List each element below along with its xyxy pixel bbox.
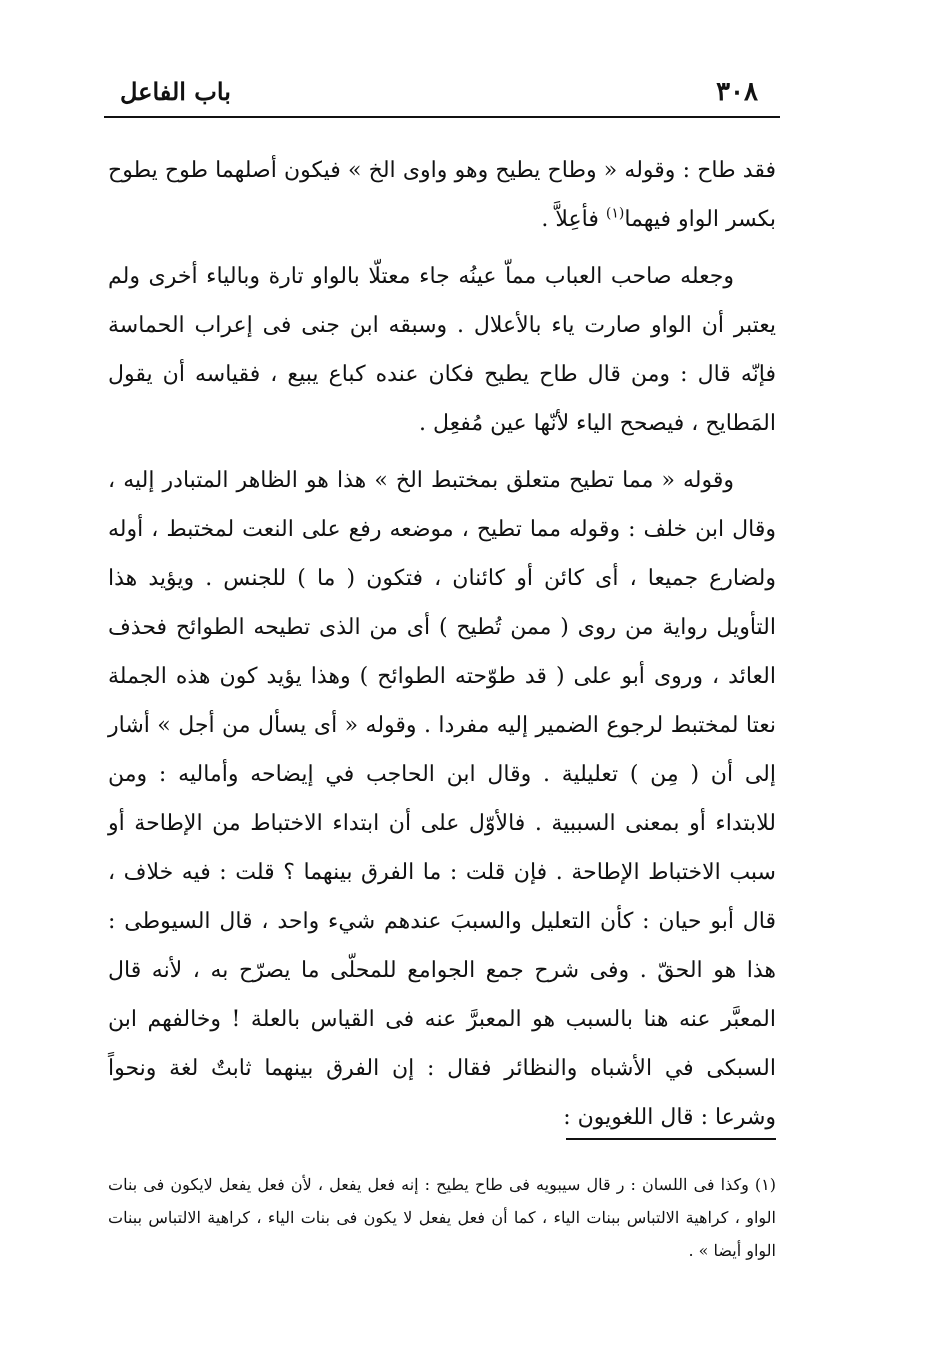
page-number: ٣٠٨ [716,77,758,107]
paragraph-3: وقوله « مما تطيح متعلق بمختبط الخ » هذا هو الظاهر المتبادر إليه ، وقال ابن خلف : وقوله مما تطيح ، موضعه رفع على النعت لمختبط ، أوله ولضارع جميعا ، أى كائن أو كائنان ، فتكون ( ما ) للجنس . ويؤيد هذا التأويل رواية من روى ( ممن تُطيح ) أى من الذى تطيحه الطوائح فحذف العائد ، وروى أبو على ( قد طوّحته الطوائح ) وهذا يؤيد كون هذه الجملة نعتا لمختبط لرجوع الضمير إليه مفردا . وقوله « أى يسأل من أجل » أشار إلى أن ( مِن ) تعليلية . وقال ابن الحاجب في إيضاحه وأماليه : ومن للابتداء أو بمعنى السببية . فالأوّل على أن ابتداء الاختباط من الإطاحة أو سبب الاختباط الإطاحة . فإن قلت : ما الفرق بينهما ؟ قلت : فيه خلاف ، قال أبو حيان : كأن التعليل والسببَ عندهم شيء واحد ، قال السيوطى : هذا هو الحقّ . وفى شرح جمع الجوامع للمحلّى ما يصرّح به ، لأنه قال المعبَّر عنه هنا بالسبب هو المعبرَّ عنه فى القياس بالعلة ! وخالفهم ابن السبكى في الأشباه والنظائر فقال : إن الفرق بينهما ثابتٌ لغة ونحواً وشرعا : قال اللغويون : [108,468,776,1130]
paragraph-1-end: فأعِلاَّ . [541,207,606,232]
footnote-divider [566,1138,776,1140]
running-title: باب الفاعل [120,77,231,106]
paragraph-2: وجعله صاحب العباب مماّ عينُه جاء معتلّا بالواو تارة وبالياء أخرى ولم يعتبر أن الواو صارت ياء بالأعلال . وسبقه ابن جنى فى إعراب الحماسة فإنّه قال : ومن قال طاح يطيح فكان عنده كباع يبيع ، فقياسه أن يقول المَطايح ، فيصحح الياء لأنّها عين مُفعِل . [108,264,776,436]
footnote: (١) وكذا فى اللسان : ر قال سيبويه فى طاح يطيح : إنه فعل يفعل ، لأن فعل يفعل لايكون فى بنات الواو ، كراهية الالتباس ببنات الياء ، كما أن فعل يفعل لا يكون فى بنات الياء ، كراهية الالتباس ببنات الواو أيضا » . [108,1175,776,1260]
header-divider [104,116,780,118]
page-header [106,72,778,112]
main-text [108,146,776,1142]
paragraph-1 [108,146,776,244]
footnote-reference[interactable]: (١) [605,205,625,222]
paragraph-1-text: فقد طاح : وقوله « وطاح يطيح وهو واوى الخ » فيكون أصلهما طوح يطوح بكسر الواو فيهما [108,158,776,232]
